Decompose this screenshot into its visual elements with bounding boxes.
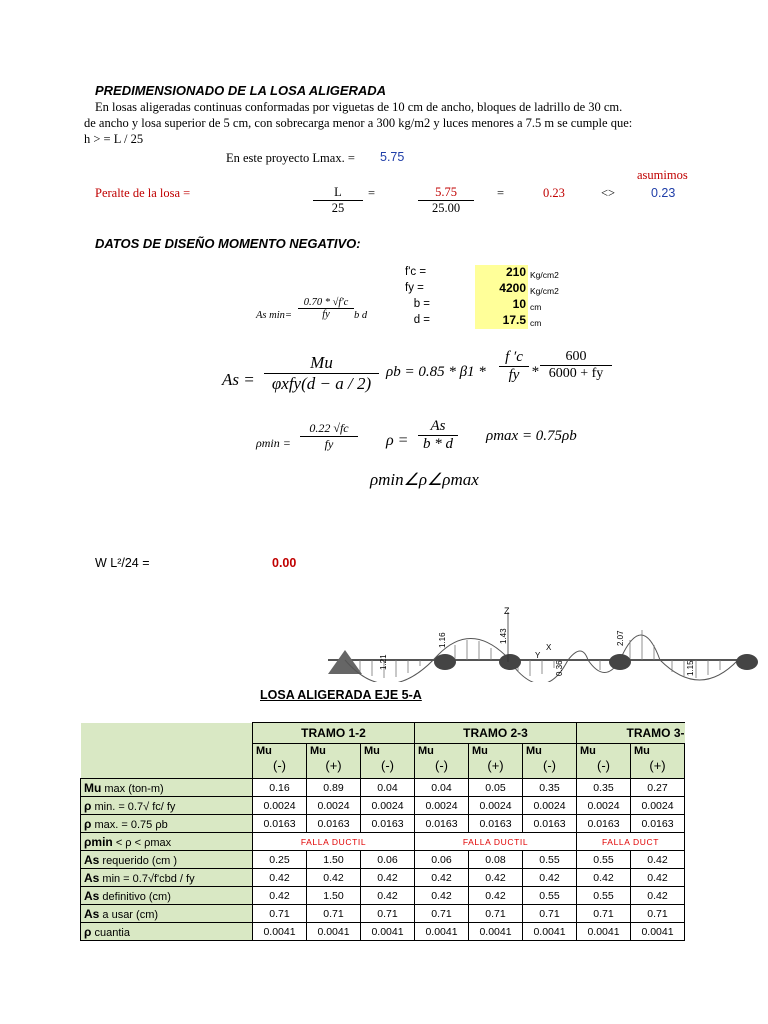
- peralte-label: Peralte de la losa =: [95, 186, 191, 200]
- row-label: As a usar (cm): [81, 905, 253, 923]
- falla-ductil-cell: FALLA DUCTIL: [253, 833, 415, 851]
- table-row: [81, 779, 685, 797]
- rho-inequality: ρmin∠ρ∠ρmax: [370, 470, 479, 489]
- mu-sign-cell: Mu (+): [631, 744, 685, 779]
- table-cell: 0.0163: [415, 815, 469, 833]
- diagram-label-2: 1.43: [499, 628, 508, 644]
- table-cell: 0.0024: [631, 797, 685, 815]
- table-title: LOSA ALIGERADA EJE 5-A: [260, 688, 422, 702]
- peralte-den-2: 25.00: [431, 201, 461, 215]
- rhomin-lhs: ρmin =: [256, 436, 291, 450]
- table-cell: 0.55: [577, 887, 631, 905]
- table-cell: 0.0163: [253, 815, 307, 833]
- table-cell: 0.0163: [469, 815, 523, 833]
- project-lmax-label: En este proyecto Lmax. =: [226, 151, 355, 165]
- diagram-axis-y: Y: [535, 651, 541, 660]
- row-label: As min = 0.7√f'cbd / fy: [81, 869, 253, 887]
- table-cell: 0.42: [523, 869, 577, 887]
- table-cell: 0.71: [307, 905, 361, 923]
- table-cell: 0.27: [631, 779, 685, 797]
- rhob-f1-num: f ′c: [505, 349, 523, 365]
- table-cell: 0.55: [523, 887, 577, 905]
- mu-sign-cell: Mu (-): [361, 744, 415, 779]
- support-roller-icon: [736, 654, 758, 670]
- table-cell: 0.0024: [415, 797, 469, 815]
- table-cell: 0.71: [361, 905, 415, 923]
- table-corner: [81, 723, 253, 744]
- asmin-fraction: [298, 297, 354, 320]
- table-cell: 0.25: [253, 851, 307, 869]
- table-cell: 0.42: [631, 887, 685, 905]
- table-cell: 0.0163: [631, 815, 685, 833]
- param-b-name: b =: [413, 298, 430, 310]
- table-cell: 0.0041: [361, 923, 415, 941]
- falla-ductil-cell: FALLA DUCTIL: [415, 833, 577, 851]
- support-roller-icon: [434, 654, 456, 670]
- table-cell: 0.0041: [253, 923, 307, 941]
- table-cell: 0.55: [523, 851, 577, 869]
- param-b-unit: cm: [530, 302, 542, 312]
- table-cell: 0.06: [415, 851, 469, 869]
- intro-line-2: de ancho y losa superior de 5 cm, con sobrecarga menor a 300 kg/m2 y luces menores a 7.5 m se cumple que:: [84, 116, 633, 130]
- support-pin-icon: [328, 650, 362, 674]
- param-d-name: d =: [413, 314, 430, 326]
- intro-line-3: h > = L / 25: [84, 132, 144, 146]
- table-cell: 0.0163: [523, 815, 577, 833]
- table-cell: 0.0024: [307, 797, 361, 815]
- rhob-f2-num: 600: [565, 349, 587, 364]
- as-fraction: [264, 353, 379, 394]
- rhob-mul: *: [531, 364, 539, 380]
- table-cell: 0.04: [415, 779, 469, 797]
- table-cell: 0.42: [253, 887, 307, 905]
- table-cell: 0.71: [253, 905, 307, 923]
- mu-sign-cell: Mu (-): [577, 744, 631, 779]
- table-cell: 0.71: [469, 905, 523, 923]
- table-cell: 0.42: [361, 887, 415, 905]
- as-den: φxfy(d − a / 2): [271, 374, 372, 393]
- table-cell: 0.04: [361, 779, 415, 797]
- table-cell: 0.16: [253, 779, 307, 797]
- param-fc-value: 210: [505, 265, 526, 279]
- rho-lhs: ρ =: [386, 432, 409, 449]
- rho-num: As: [430, 418, 446, 434]
- diagram-label-1: 1.16: [438, 632, 447, 648]
- asmin-bd: b d: [354, 310, 368, 321]
- tramo-header-1: TRAMO 1-2: [253, 723, 415, 744]
- rhob-lhs: ρb = 0.85 * β1 *: [386, 364, 486, 380]
- peralte-result: 0.23: [543, 186, 565, 200]
- intro-line-1: En losas aligeradas continuas conformadas por viguetas de 10 cm de ancho, bloques de ladrillo de 30 cm.: [95, 100, 623, 114]
- page-title: PREDIMENSIONADO DE LA LOSA ALIGERADA: [95, 83, 387, 98]
- peralte-eq-2: =: [497, 186, 505, 200]
- mu-sign-cell: Mu (-): [253, 744, 307, 779]
- table-row: [81, 797, 685, 815]
- mu-sign-cell: Mu (-): [415, 744, 469, 779]
- table-cell: 0.08: [469, 851, 523, 869]
- diagram-axis-x: X: [546, 643, 552, 652]
- table-cell: 0.42: [361, 869, 415, 887]
- peralte-num-2: 5.75: [435, 185, 457, 199]
- design-heading: DATOS DE DISEÑO MOMENTO NEGATIVO:: [95, 236, 361, 251]
- param-fy-value: 4200: [499, 281, 526, 295]
- table-cell: 0.42: [631, 869, 685, 887]
- diagram-label-0: 1.21: [379, 654, 388, 670]
- table-cell: 1.50: [307, 851, 361, 869]
- table-cell: 0.0024: [361, 797, 415, 815]
- table-cell: 0.0163: [361, 815, 415, 833]
- table-cell: 0.0041: [523, 923, 577, 941]
- param-fc-name: f'c =: [405, 266, 427, 278]
- row-label: ρ min. = 0.7√ fc/ fy: [81, 797, 253, 815]
- rhomax-formula: ρmax = 0.75ρb: [486, 428, 577, 444]
- support-roller-icon: [609, 654, 631, 670]
- asmin-num: 0.70 * √f'c: [303, 297, 349, 308]
- table-cell: 0.0024: [577, 797, 631, 815]
- diagram-label-5: 1.15: [686, 660, 695, 676]
- peralte-fraction-2: [418, 185, 474, 216]
- asmin-den: fy: [322, 309, 330, 320]
- asumimos-label: asumimos: [637, 168, 688, 182]
- param-fc-unit: Kg/cm2: [530, 270, 559, 280]
- table-row: [81, 833, 685, 851]
- table-cell: 0.71: [523, 905, 577, 923]
- rhomin-den: fy: [324, 437, 334, 451]
- row-label: As definitivo (cm): [81, 887, 253, 905]
- peralte-fraction-1: [313, 185, 363, 216]
- rho-den: b * d: [423, 436, 453, 452]
- falla-ductil-cell: FALLA DUCT: [577, 833, 685, 851]
- table-cell: 0.71: [577, 905, 631, 923]
- rhomin-fraction: [300, 421, 358, 452]
- table-cell: 0.0041: [307, 923, 361, 941]
- table-row: [81, 815, 685, 833]
- peralte-neq: <>: [601, 186, 616, 200]
- table-cell: 0.42: [415, 869, 469, 887]
- table-cell: 0.0041: [415, 923, 469, 941]
- table-cell: 0.42: [577, 869, 631, 887]
- table-row-signs: [81, 744, 685, 779]
- table-cell: 0.42: [307, 869, 361, 887]
- row-label: ρ cuantia: [81, 923, 253, 941]
- rhomin-num: 0.22 √fc: [309, 421, 349, 435]
- table-cell: 0.71: [415, 905, 469, 923]
- rho-fraction: [418, 418, 458, 453]
- as-lhs: As =: [222, 370, 255, 389]
- row-label: ρmin < ρ < ρmax: [81, 833, 253, 851]
- table-row: [81, 905, 685, 923]
- peralte-eq-1: =: [368, 186, 376, 200]
- param-b-value: 10: [512, 297, 526, 311]
- table-cell: 0.55: [577, 851, 631, 869]
- table-cell: 0.42: [631, 851, 685, 869]
- as-num: Mu: [310, 353, 333, 372]
- table-cell: 0.0163: [307, 815, 361, 833]
- table-cell: 0.0163: [577, 815, 631, 833]
- table-cell: 0.0041: [469, 923, 523, 941]
- param-fy-unit: Kg/cm2: [530, 286, 559, 296]
- asmin-lhs: As min=: [256, 310, 292, 321]
- wl-label: W L²/24 =: [95, 556, 150, 570]
- table-cell: 0.0024: [253, 797, 307, 815]
- row-label: As requerido (cm ): [81, 851, 253, 869]
- mu-sign-cell: Mu (+): [307, 744, 361, 779]
- peralte-assumed: 0.23: [651, 186, 676, 200]
- design-table: [80, 722, 685, 941]
- table-cell: 0.35: [523, 779, 577, 797]
- table-cell: 0.42: [469, 869, 523, 887]
- peralte-num-1: L: [334, 185, 342, 199]
- wl-value: 0.00: [272, 556, 297, 570]
- peralte-den-1: 25: [331, 201, 345, 215]
- table-cell: 0.42: [469, 887, 523, 905]
- rhob-f2-den: 6000 + fy: [548, 366, 604, 381]
- table-cell: 0.89: [307, 779, 361, 797]
- table-cell: 0.06: [361, 851, 415, 869]
- mu-sign-cell: Mu (+): [469, 744, 523, 779]
- tramo-header-3: TRAMO 3-: [577, 723, 685, 744]
- table-cell: 0.42: [415, 887, 469, 905]
- project-lmax-value: 5.75: [380, 150, 405, 164]
- diagram-label-4: 2.07: [616, 630, 625, 646]
- support-roller-icon: [499, 654, 521, 670]
- table-cell: 0.0024: [523, 797, 577, 815]
- table-cell: 0.42: [253, 869, 307, 887]
- diagram-label-3: 0.36: [555, 660, 564, 676]
- table-row: [81, 851, 685, 869]
- table-cell: 0.05: [469, 779, 523, 797]
- param-d-unit: cm: [530, 318, 542, 328]
- table-cell: 0.0041: [631, 923, 685, 941]
- row-label: ρ max. = 0.75 ρb: [81, 815, 253, 833]
- table-cell: 1.50: [307, 887, 361, 905]
- table-cell: 0.0041: [577, 923, 631, 941]
- moment-diagram: [320, 600, 760, 682]
- param-fy-name: fy =: [405, 282, 424, 294]
- row-label: Mu max (ton-m): [81, 779, 253, 797]
- rhob-f1-den: fy: [508, 367, 520, 383]
- rhob-fraction-1: [499, 349, 529, 384]
- table-row: [81, 923, 685, 941]
- table-cell: 0.35: [577, 779, 631, 797]
- param-d-value: 17.5: [502, 313, 526, 327]
- rhob-fraction-2: [540, 349, 612, 382]
- tramo-header-2: TRAMO 2-3: [415, 723, 577, 744]
- table-cell: 0.71: [631, 905, 685, 923]
- table-row: [81, 869, 685, 887]
- mu-sign-cell: Mu (-): [523, 744, 577, 779]
- table-cell: 0.0024: [469, 797, 523, 815]
- diagram-axis-z: Z: [504, 606, 510, 616]
- table-row: [81, 887, 685, 905]
